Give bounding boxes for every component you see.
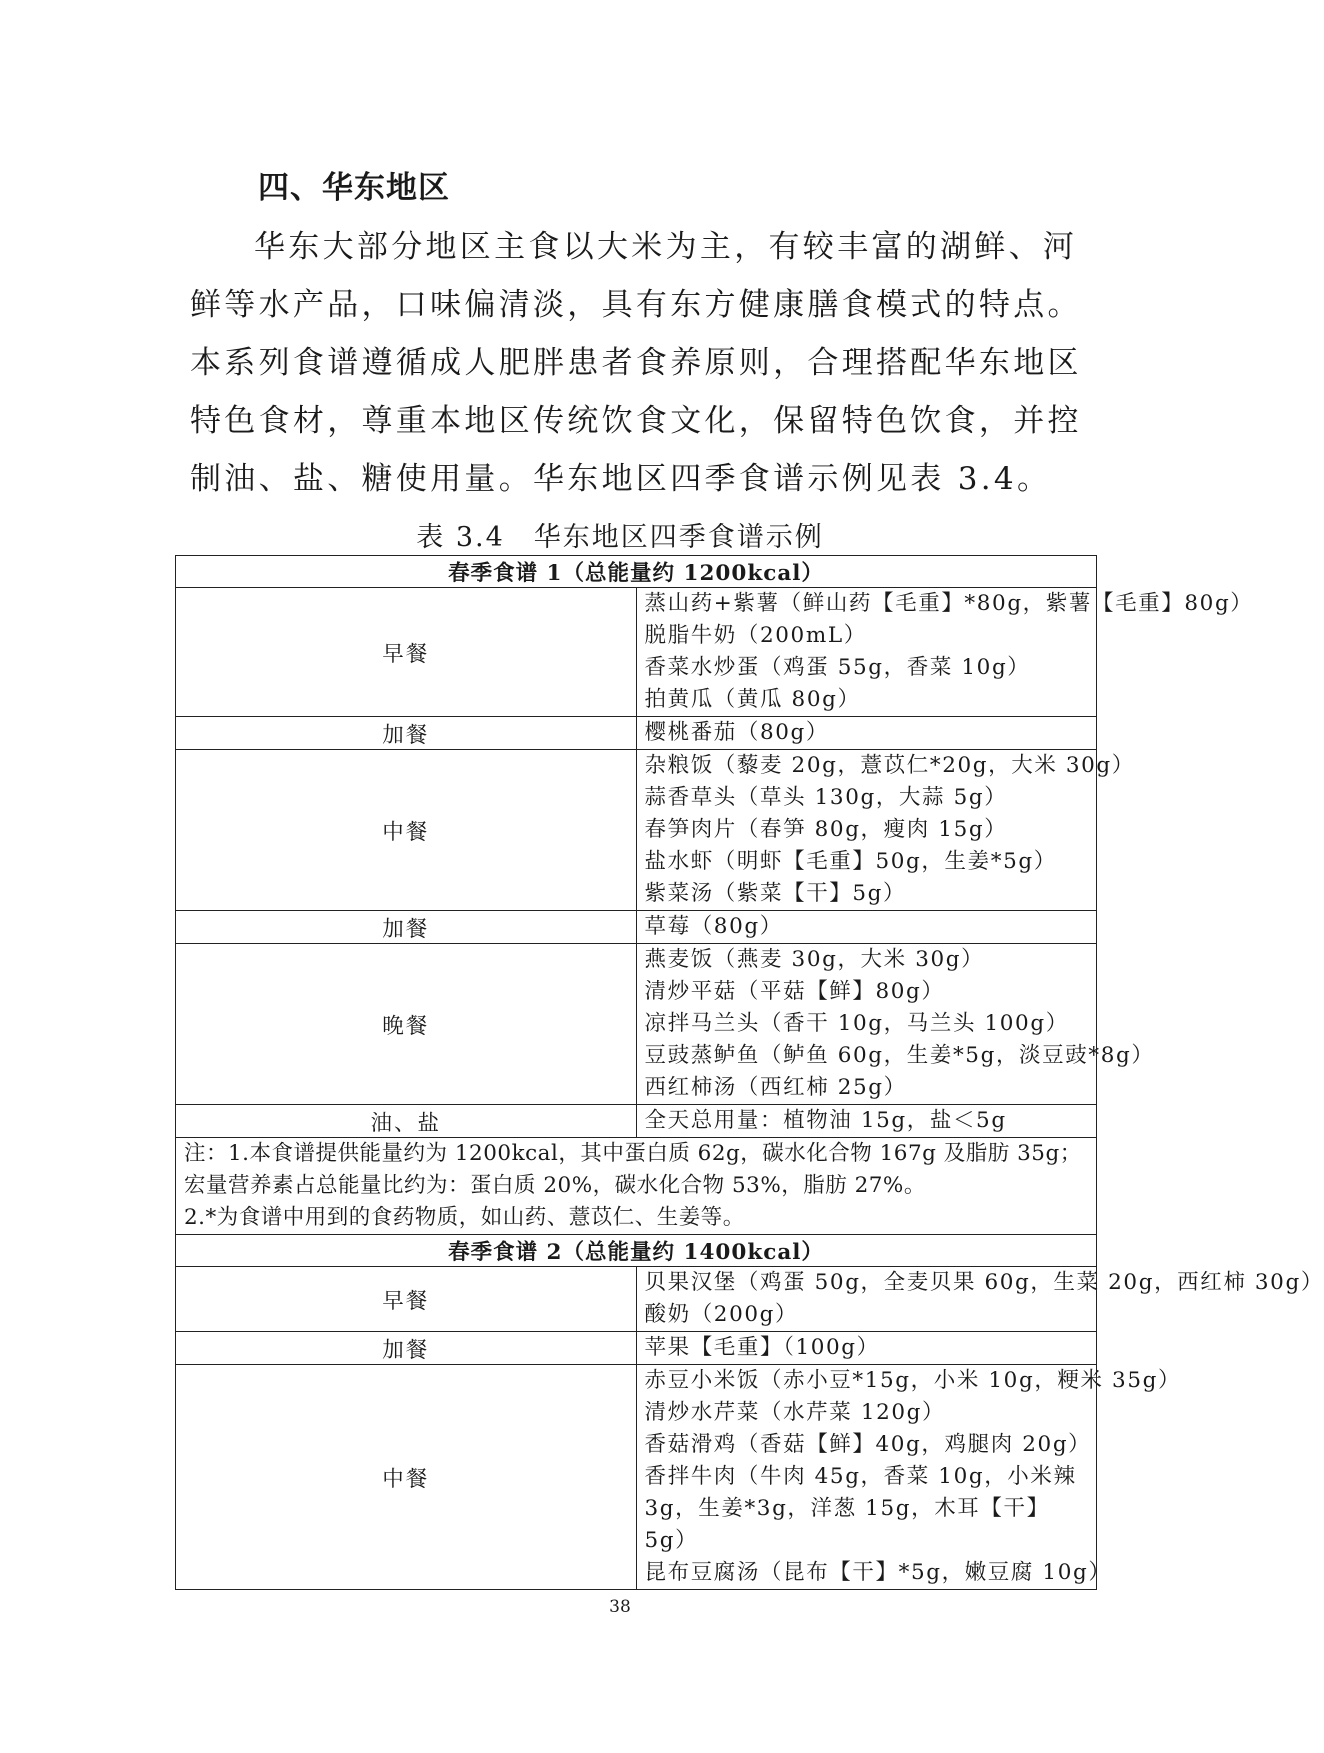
page-number: 38	[609, 1597, 631, 1617]
menu2-title-row	[176, 1235, 1097, 1267]
meal-items	[636, 1267, 1324, 1332]
meal-row	[176, 911, 1097, 944]
meal-items	[636, 1332, 1097, 1365]
meal-items	[636, 1365, 1182, 1590]
dish: 蒸山药+紫薯（鲜山药【毛重】*80g，紫薯【毛重】80g）	[644, 591, 1254, 616]
note-line: 2.*为食谱中用到的食药物质，如山药、薏苡仁、生姜等。	[184, 1205, 745, 1230]
note-line: 注：1.本食谱提供能量约为 1200kcal，其中蛋白质 62g，碳水化合物 167g 及脂肪 35g；宏量营养素占总能量比约为：蛋白质 20%，碳水化合物 53%，脂肪 27%。	[184, 1141, 1082, 1198]
menu-title: 春季食谱 1（总能量约 1200kcal）	[176, 556, 1097, 588]
meal-row	[176, 1365, 1097, 1590]
dish: 清炒水芹菜（水芹菜 120g）	[644, 1400, 946, 1425]
dish: 苹果【毛重】（100g）	[644, 1335, 880, 1360]
meal-items	[636, 588, 1254, 717]
meal-row	[176, 588, 1097, 717]
meal-items	[636, 750, 1135, 911]
meal-items	[636, 1105, 1097, 1138]
meal-row	[176, 717, 1097, 750]
dish: 拍黄瓜（黄瓜 80g）	[644, 687, 861, 712]
meal-label: 早餐	[176, 1267, 637, 1332]
meal-label: 加餐	[176, 717, 637, 750]
dish: 豆豉蒸鲈鱼（鲈鱼 60g，生姜*5g，淡豆豉*8g）	[644, 1043, 1155, 1068]
dish: 香菜水炒蛋（鸡蛋 55g，香菜 10g）	[644, 655, 1031, 680]
note-row	[176, 1138, 1097, 1235]
meal-row	[176, 1105, 1097, 1138]
meal-label: 中餐	[176, 750, 637, 911]
dish: 昆布豆腐汤（昆布【干】*5g，嫩豆腐 10g）	[644, 1560, 1112, 1585]
intro-paragraph: 华东大部分地区主食以大米为主，有较丰富的湖鲜、河鲜等水产品，口味偏清淡，具有东方健康膳食模式的特点。本系列食谱遵循成人肥胖患者食养原则，合理搭配华东地区特色食材，尊重本地区传统饮食文化，保留特色饮食，并控制油、盐、糖使用量。华东地区四季食谱示例见表 3.4。	[190, 229, 1082, 497]
dish: 赤豆小米饭（赤小豆*15g，小米 10g，粳米 35g）	[644, 1368, 1182, 1393]
meal-row	[176, 944, 1097, 1105]
section-heading: 四、华东地区	[258, 170, 450, 206]
meal-label: 晚餐	[176, 944, 637, 1105]
meal-items	[636, 944, 1155, 1105]
meal-label: 早餐	[176, 588, 637, 717]
meal-row	[176, 1267, 1097, 1332]
dish: 西红柿汤（西红柿 25g）	[644, 1075, 907, 1100]
meal-label: 加餐	[176, 911, 637, 944]
meal-row	[176, 750, 1097, 911]
meal-row	[176, 1332, 1097, 1365]
dish: 清炒平菇（平菇【鲜】80g）	[644, 979, 945, 1004]
dish: 草莓（80g）	[644, 914, 783, 939]
menu-title: 春季食谱 2（总能量约 1400kcal）	[176, 1235, 1097, 1267]
dish: 香菇滑鸡（香菇【鲜】40g，鸡腿肉 20g）	[644, 1432, 1092, 1457]
dish: 杂粮饭（藜麦 20g，薏苡仁*20g，大米 30g）	[644, 753, 1135, 778]
menu1-title-row	[176, 556, 1097, 588]
meal-label: 加餐	[176, 1332, 637, 1365]
table-caption: 表 3.4 华东地区四季食谱示例	[416, 522, 824, 553]
meal-items	[636, 911, 1097, 944]
meal-label: 中餐	[176, 1365, 637, 1590]
dish: 盐水虾（明虾【毛重】50g，生姜*5g）	[644, 849, 1057, 874]
dish: 樱桃番茄（80g）	[644, 720, 830, 745]
dish: 凉拌马兰头（香干 10g，马兰头 100g）	[644, 1011, 1069, 1036]
dish: 紫菜汤（紫菜【干】5g）	[644, 881, 907, 906]
dish: 酸奶（200g）	[644, 1302, 799, 1327]
dish: 蒜香草头（草头 130g，大蒜 5g）	[644, 785, 1008, 810]
dish: 脱脂牛奶（200mL）	[644, 623, 867, 648]
seasonal-menu-table	[175, 555, 1324, 1590]
dish: 燕麦饭（燕麦 30g，大米 30g）	[644, 947, 985, 972]
dish: 贝果汉堡（鸡蛋 50g，全麦贝果 60g，生菜 20g，西红柿 30g）	[644, 1270, 1324, 1295]
meal-items	[636, 717, 1097, 750]
dish: 香拌牛肉（牛肉 45g，香菜 10g，小米辣 3g，生姜*3g，洋葱 15g，木耳【干】5g）	[644, 1464, 1077, 1553]
menu-note	[176, 1138, 1097, 1235]
dish: 全天总用量：植物油 15g，盐＜5g	[644, 1108, 1007, 1133]
meal-label: 油、盐	[176, 1105, 637, 1138]
dish: 春笋肉片（春笋 80g，瘦肉 15g）	[644, 817, 1008, 842]
